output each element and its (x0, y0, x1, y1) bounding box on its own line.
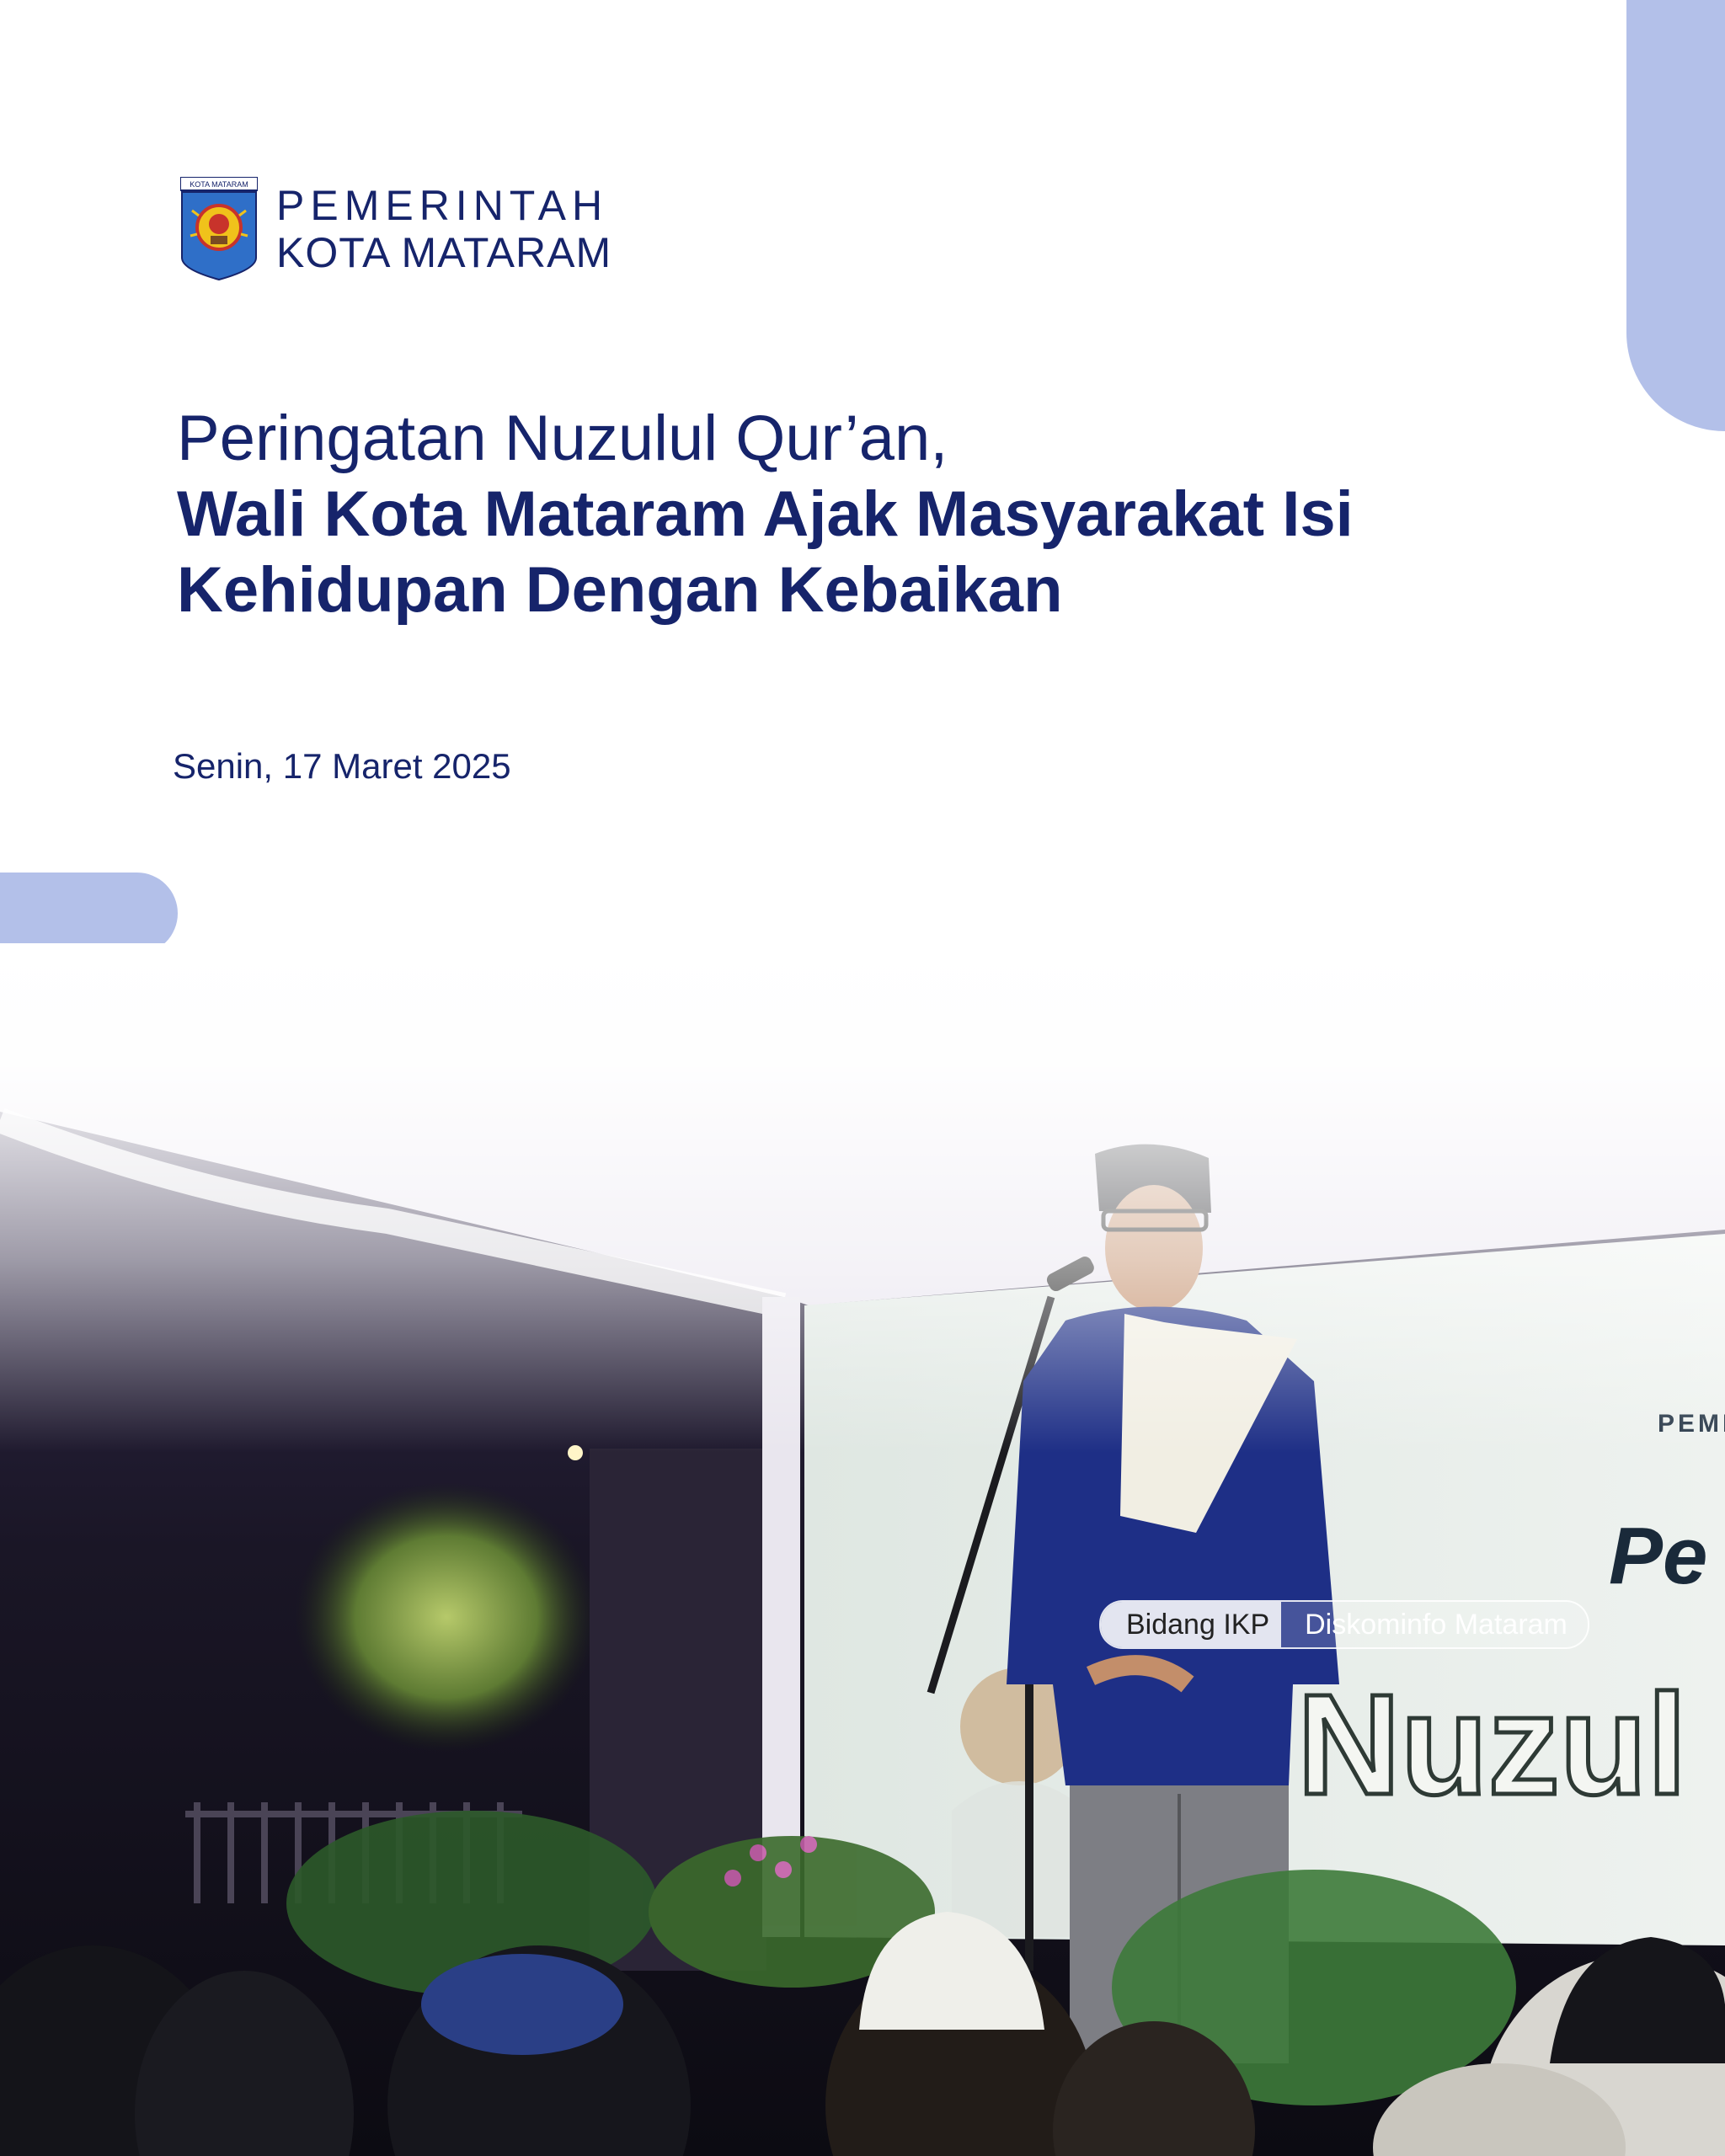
government-name-line1: PEMERINTAH (276, 182, 609, 229)
government-header (180, 177, 611, 281)
government-name-line2: KOTA MATARAM (276, 229, 612, 276)
photo-credit-agency: Diskominfo Mataram (1305, 1609, 1567, 1641)
photo-credit-department: Bidang IKP (1101, 1602, 1281, 1647)
headline-line1: Peringatan Nuzulul Qur’an, (177, 403, 948, 474)
svg-text:KOTA MATARAM: KOTA MATARAM (190, 180, 248, 189)
event-photo (0, 943, 1725, 2156)
headline (177, 401, 1609, 628)
decorative-top-right-shape (1626, 0, 1725, 431)
headline-line2: Wali Kota Mataram Ajak Masyarakat Isi (177, 478, 1354, 550)
kota-mataram-crest-icon (180, 177, 258, 281)
photo-credit-badge (1099, 1600, 1589, 1649)
headline-line3: Kehidupan Dengan Kebaikan (177, 554, 1063, 626)
publish-date: Senin, 17 Maret 2025 (173, 746, 511, 786)
decorative-left-pill-shape (0, 873, 178, 954)
